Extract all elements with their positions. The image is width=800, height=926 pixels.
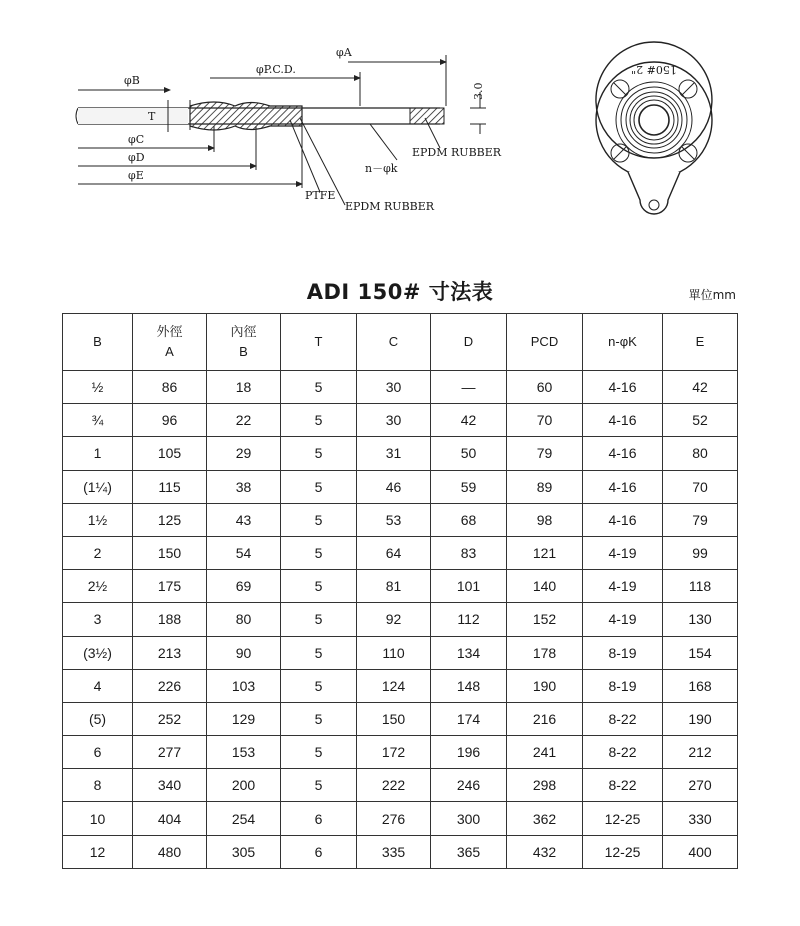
table-cell: 252 bbox=[133, 702, 207, 735]
table-cell: 216 bbox=[507, 702, 583, 735]
table-cell: 246 bbox=[431, 769, 507, 802]
table-cell: 5 bbox=[281, 437, 357, 470]
table-cell: 6 bbox=[281, 802, 357, 835]
table-cell: 6 bbox=[281, 835, 357, 868]
table-cell: 8-19 bbox=[583, 669, 663, 702]
table-cell: 103 bbox=[207, 669, 281, 702]
table-cell: 480 bbox=[133, 835, 207, 868]
table-cell: 105 bbox=[133, 437, 207, 470]
label-phi-e: φE bbox=[128, 169, 144, 182]
table-row bbox=[63, 470, 738, 503]
table-row bbox=[63, 702, 738, 735]
table-row bbox=[63, 404, 738, 437]
table-cell: 200 bbox=[207, 769, 281, 802]
table-cell: 118 bbox=[663, 570, 738, 603]
table-cell: 1½ bbox=[63, 503, 133, 536]
seal-cross-section bbox=[190, 102, 302, 130]
column-header-label: n-φK bbox=[608, 334, 637, 349]
column-header bbox=[583, 314, 663, 371]
table-cell: 42 bbox=[431, 404, 507, 437]
table-row bbox=[63, 536, 738, 569]
table-cell: 68 bbox=[431, 503, 507, 536]
table-cell: 42 bbox=[663, 371, 738, 404]
label-phi-c: φC bbox=[128, 133, 145, 146]
table-cell: 81 bbox=[357, 570, 431, 603]
table-body bbox=[63, 371, 738, 869]
table-cell: 432 bbox=[507, 835, 583, 868]
table-cell: 5 bbox=[281, 702, 357, 735]
table-cell: 2½ bbox=[63, 570, 133, 603]
table-cell: 277 bbox=[133, 736, 207, 769]
table-cell: 80 bbox=[663, 437, 738, 470]
table-row bbox=[63, 802, 738, 835]
table-cell: (1¼) bbox=[63, 470, 133, 503]
table-cell: 130 bbox=[663, 603, 738, 636]
column-header bbox=[357, 314, 431, 371]
table-cell: 4-16 bbox=[583, 371, 663, 404]
table-cell: ¾ bbox=[63, 404, 133, 437]
table-cell: 70 bbox=[663, 470, 738, 503]
table-cell: 150 bbox=[133, 536, 207, 569]
table-cell: 10 bbox=[63, 802, 133, 835]
table-cell: 172 bbox=[357, 736, 431, 769]
unit-label: 單位mm bbox=[688, 288, 736, 302]
table-cell: 31 bbox=[357, 437, 431, 470]
side-section-view bbox=[76, 46, 502, 213]
table-cell: 150 bbox=[357, 702, 431, 735]
column-header bbox=[507, 314, 583, 371]
table-row bbox=[63, 669, 738, 702]
label-phi-d: φD bbox=[128, 151, 145, 164]
table-cell: — bbox=[431, 371, 507, 404]
table-cell: 22 bbox=[207, 404, 281, 437]
label-t: T bbox=[148, 110, 156, 123]
table-cell: 330 bbox=[663, 802, 738, 835]
table-cell: 254 bbox=[207, 802, 281, 835]
table-cell: 98 bbox=[507, 503, 583, 536]
table-cell: 213 bbox=[133, 636, 207, 669]
table-cell: ½ bbox=[63, 371, 133, 404]
table-cell: 8-22 bbox=[583, 702, 663, 735]
table-cell: 89 bbox=[507, 470, 583, 503]
table-row bbox=[63, 769, 738, 802]
table-cell: 5 bbox=[281, 503, 357, 536]
table-cell: 30 bbox=[357, 371, 431, 404]
label-epdm-outer: EPDM RUBBER bbox=[412, 146, 502, 159]
label-phi-a: φA bbox=[336, 46, 352, 59]
label-epdm-inner: EPDM RUBBER bbox=[345, 200, 435, 213]
table-cell: 121 bbox=[507, 536, 583, 569]
table-cell: 115 bbox=[133, 470, 207, 503]
table-cell: 5 bbox=[281, 769, 357, 802]
table-cell: 96 bbox=[133, 404, 207, 437]
table-row bbox=[63, 503, 738, 536]
table-row bbox=[63, 570, 738, 603]
table-cell: 99 bbox=[663, 536, 738, 569]
table-cell: 5 bbox=[281, 736, 357, 769]
table-cell: 188 bbox=[133, 603, 207, 636]
table-cell: 175 bbox=[133, 570, 207, 603]
table-cell: 5 bbox=[281, 536, 357, 569]
table-cell: 190 bbox=[663, 702, 738, 735]
table-cell: 86 bbox=[133, 371, 207, 404]
table-cell: 8-22 bbox=[583, 769, 663, 802]
table-cell: 154 bbox=[663, 636, 738, 669]
column-header-label: C bbox=[388, 334, 399, 349]
table-cell: 53 bbox=[357, 503, 431, 536]
table-cell: 4-19 bbox=[583, 536, 663, 569]
table-cell: 298 bbox=[507, 769, 583, 802]
front-view bbox=[596, 42, 712, 214]
dimension-table bbox=[62, 313, 738, 869]
table-cell: 12-25 bbox=[583, 802, 663, 835]
column-header-label: E bbox=[695, 334, 705, 349]
table-cell: 4 bbox=[63, 669, 133, 702]
column-header-label: B bbox=[93, 334, 102, 349]
page-title: ADI 150# 寸法表 bbox=[306, 280, 494, 304]
table-cell: 3 bbox=[63, 603, 133, 636]
table-cell: 101 bbox=[431, 570, 507, 603]
table-cell: 178 bbox=[507, 636, 583, 669]
table-cell: 152 bbox=[507, 603, 583, 636]
table-cell: 59 bbox=[431, 470, 507, 503]
title-row bbox=[0, 276, 800, 306]
table-cell: 64 bbox=[357, 536, 431, 569]
table-cell: 8 bbox=[63, 769, 133, 802]
table-cell: 140 bbox=[507, 570, 583, 603]
table-cell: 50 bbox=[431, 437, 507, 470]
column-header bbox=[207, 314, 281, 371]
table-cell: 54 bbox=[207, 536, 281, 569]
table-cell: 4-19 bbox=[583, 603, 663, 636]
table-row bbox=[63, 371, 738, 404]
table-cell: 18 bbox=[207, 371, 281, 404]
table-cell: 190 bbox=[507, 669, 583, 702]
column-header-sublabel: B bbox=[239, 344, 248, 359]
column-header-sublabel: A bbox=[165, 344, 174, 359]
table-cell: 168 bbox=[663, 669, 738, 702]
table-cell: 340 bbox=[133, 769, 207, 802]
table-cell: 8-19 bbox=[583, 636, 663, 669]
table-cell: 5 bbox=[281, 570, 357, 603]
table-cell: 226 bbox=[133, 669, 207, 702]
table-cell: 222 bbox=[357, 769, 431, 802]
label-phi-b: φB bbox=[124, 74, 140, 87]
table-cell: 79 bbox=[507, 437, 583, 470]
table-cell: (3½) bbox=[63, 636, 133, 669]
table-cell: 79 bbox=[663, 503, 738, 536]
table-cell: 5 bbox=[281, 669, 357, 702]
table-row bbox=[63, 437, 738, 470]
table-cell: 29 bbox=[207, 437, 281, 470]
table-cell: 300 bbox=[431, 802, 507, 835]
table-cell: 69 bbox=[207, 570, 281, 603]
table-cell: 8-22 bbox=[583, 736, 663, 769]
column-header bbox=[663, 314, 738, 371]
table-cell: 400 bbox=[663, 835, 738, 868]
table-cell: 134 bbox=[431, 636, 507, 669]
table-cell: 4-16 bbox=[583, 470, 663, 503]
table-cell: 80 bbox=[207, 603, 281, 636]
label-bolt-holes: n－φk bbox=[365, 162, 398, 175]
table-cell: 124 bbox=[357, 669, 431, 702]
gasket-technical-drawing bbox=[0, 0, 800, 240]
column-header bbox=[63, 314, 133, 371]
table-cell: 83 bbox=[431, 536, 507, 569]
table-cell: 153 bbox=[207, 736, 281, 769]
table-cell: 125 bbox=[133, 503, 207, 536]
table-cell: 5 bbox=[281, 470, 357, 503]
table-header-row bbox=[63, 314, 738, 371]
table-cell: 90 bbox=[207, 636, 281, 669]
table-cell: 12 bbox=[63, 835, 133, 868]
table-cell: 46 bbox=[357, 470, 431, 503]
table-cell: 4-16 bbox=[583, 437, 663, 470]
table-cell: 60 bbox=[507, 371, 583, 404]
table-cell: 52 bbox=[663, 404, 738, 437]
table-cell: 362 bbox=[507, 802, 583, 835]
table-cell: 276 bbox=[357, 802, 431, 835]
column-header-label: 外徑 bbox=[156, 324, 183, 339]
column-header-label: D bbox=[463, 334, 474, 349]
column-header bbox=[133, 314, 207, 371]
table-row bbox=[63, 736, 738, 769]
table-cell: 174 bbox=[431, 702, 507, 735]
label-ptfe: PTFE bbox=[305, 189, 336, 202]
table-cell: 404 bbox=[133, 802, 207, 835]
table-cell: 6 bbox=[63, 736, 133, 769]
column-header-label: PCD bbox=[530, 334, 559, 349]
column-header-label: T bbox=[314, 334, 323, 349]
table-cell: 305 bbox=[207, 835, 281, 868]
table-cell: 148 bbox=[431, 669, 507, 702]
table-cell: 43 bbox=[207, 503, 281, 536]
table-row bbox=[63, 603, 738, 636]
table-cell: 129 bbox=[207, 702, 281, 735]
table-cell: 5 bbox=[281, 603, 357, 636]
column-header bbox=[431, 314, 507, 371]
table-cell: 365 bbox=[431, 835, 507, 868]
table-cell: 2 bbox=[63, 536, 133, 569]
table-cell: 12-25 bbox=[583, 835, 663, 868]
label-thickness: 3.0 bbox=[472, 82, 485, 100]
table-cell: 212 bbox=[663, 736, 738, 769]
table-cell: 30 bbox=[357, 404, 431, 437]
table-cell: 38 bbox=[207, 470, 281, 503]
table-row bbox=[63, 636, 738, 669]
table-cell: 5 bbox=[281, 404, 357, 437]
column-header bbox=[281, 314, 357, 371]
table-cell: 5 bbox=[281, 371, 357, 404]
table-cell: 1 bbox=[63, 437, 133, 470]
front-marking: 150# 2" bbox=[631, 63, 677, 76]
table-cell: 4-16 bbox=[583, 503, 663, 536]
table-cell: 70 bbox=[507, 404, 583, 437]
table-cell: 110 bbox=[357, 636, 431, 669]
table-cell: (5) bbox=[63, 702, 133, 735]
column-header-label: 內徑 bbox=[230, 324, 257, 339]
table-cell: 4-19 bbox=[583, 570, 663, 603]
table-cell: 335 bbox=[357, 835, 431, 868]
label-phi-pcd: φP.C.D. bbox=[256, 63, 296, 76]
table-cell: 270 bbox=[663, 769, 738, 802]
table-cell: 92 bbox=[357, 603, 431, 636]
table-cell: 112 bbox=[431, 603, 507, 636]
table-cell: 196 bbox=[431, 736, 507, 769]
table-cell: 5 bbox=[281, 636, 357, 669]
table-cell: 241 bbox=[507, 736, 583, 769]
table-cell: 4-16 bbox=[583, 404, 663, 437]
table-row bbox=[63, 835, 738, 868]
